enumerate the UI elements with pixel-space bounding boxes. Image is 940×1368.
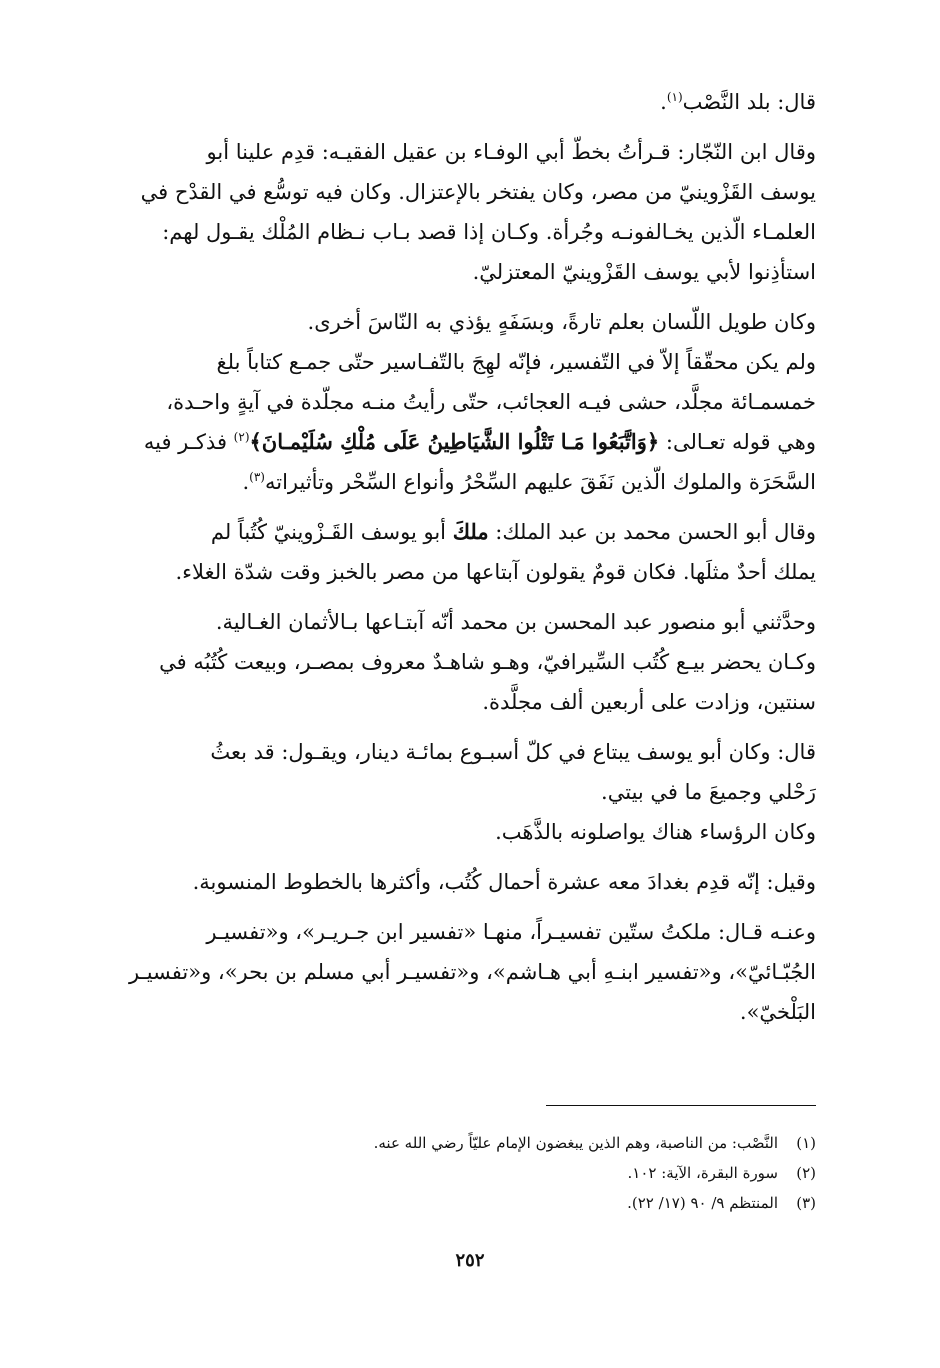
paragraph-7-line-2: رَحْلي وجميعَ ما في بيتي. — [601, 780, 816, 804]
footnote-ref-1[interactable]: (١) — [666, 90, 683, 104]
paragraph-5-line-1-prefix: وقال أبو الحسن محمد بن عبد الملك: — [495, 520, 816, 544]
paragraph-5-bold-word: ملكَ — [452, 519, 489, 544]
paragraph-5-line-1-suffix: أبو يوسف القَـزْوينيّ كُتُباً لم — [210, 520, 446, 544]
footnote-2-number: (٢) — [796, 1164, 816, 1182]
paragraph-3 — [96, 302, 816, 342]
footnote-2 — [96, 1158, 816, 1188]
paragraph-9-line-3: البَلْخيّ». — [739, 1000, 816, 1024]
paragraph-8 — [96, 862, 816, 902]
footnote-1 — [96, 1128, 816, 1158]
paragraph-7-line-1: قال: وكان أبو يوسف يبتاع في كلّ أسبـوع بمائـة دينار، ويقـول: قد بعثُ — [210, 740, 816, 764]
paragraph-6-line-3: سنتين، وزادت على أربعين ألف مجلَّدة. — [482, 690, 816, 714]
paragraph-5-line-1 — [96, 512, 816, 552]
footnote-2-text: سورة البقرة، الآية: ١٠٢. — [627, 1164, 778, 1182]
footnote-3-number: (٣) — [796, 1194, 816, 1212]
paragraph-4-end: . — [242, 470, 250, 494]
paragraph-6 — [96, 602, 816, 722]
footnote-3-text: المنتظم ٩/ ٩٠ (١٧/ ٢٢). — [627, 1194, 778, 1212]
paragraph-2-line-4: استأذِنوا لأبي يوسف القَزْوينيّ المعتزليّ. — [472, 260, 816, 284]
paragraph-4-line-2: خمسمـائة مجلَّد، حشى فيـه العجائب، حتّى رأيتُ منـه مجلّدة في آيةٍ واحـدة، — [166, 390, 816, 414]
paragraph-4 — [96, 342, 816, 502]
paragraph-5-line-2: يملك أحدٌ مثلَها. فكان قومٌ يقولون آبتاعها من مصر بالخبز وقت شدّة الغلاء. — [175, 560, 816, 584]
footnote-3 — [96, 1188, 816, 1218]
paragraph-1 — [96, 82, 816, 122]
paragraph-2 — [96, 132, 816, 292]
paragraph-4-line-3-prefix: وهي قوله تعـالى: — [665, 430, 816, 454]
paragraph-4-line-1: ولم يكن محقّقاً إلاّ في التّفسير، فإنّه لهِجَ بالتّفـاسير حتّى جمـع كتاباً بلغ — [216, 350, 816, 374]
paragraph-9-line-1: وعنـه قـال: ملكتُ ستّين تفسيـراً، منهـا «تفسير ابن جـريـر»، و«تفسيـر — [206, 920, 816, 944]
paragraph-3-line-1: وكان طويل اللّسان بعلم تارةً، وبسَفَهٍ يؤذي به النّاسَ أخرى. — [307, 310, 816, 334]
paragraph-6-line-1: وحدَّثني أبو منصور عبد المحسن بن محمد أنّه آبتـاعها بـالأثمان الغـالية. — [215, 610, 816, 634]
footnote-ref-3[interactable]: (٣) — [249, 470, 265, 484]
paragraph-8-line-1: وقيل: إنّه قدِم بغدادَ معه عشرة أحمال كُتُب، وأكثرها بالخطوط المنسوبة. — [192, 870, 816, 894]
paragraph-2-line-3: العلمـاء الّذين يخـالفونـه وجُرأة. وكـان إذا قصد بـاب نـظام المُلْك يقـول لهم: — [162, 220, 816, 244]
footnotes — [96, 1128, 816, 1218]
page-body — [96, 82, 816, 1042]
paragraph-4-line-3 — [96, 422, 816, 462]
paragraph-9-line-2: الجُبّـائيّ»، و«تفسير ابنـهِ أبي هـاشم»، و«تفسيـر أبي مسلم بن بحر»، و«تفسيـر — [128, 960, 816, 984]
quran-verse: ﴿وَاتَّبَعُوا مَـا تَتْلُوا الشَّيَاطِينُ عَلَى مُلْكِ سُلَيْمـانَ﴾ — [249, 429, 660, 454]
paragraph-7 — [96, 732, 816, 852]
paragraph-4-line-4-text: السَّحَرَة والملوك الّذين نَفَقَ عليهم السِّحْرُ وأنواع السِّحْر وتأثيراته — [264, 470, 816, 494]
paragraph-6-line-2: وكـان يحضر بيـع كُتُب السِّيرافيّ، وهـو شاهـدٌ معروف بمصـر، وبيعت كُتُبُه في — [159, 650, 816, 674]
footnote-divider — [546, 1105, 816, 1106]
footnote-ref-2[interactable]: (٢) — [233, 430, 250, 444]
footnote-1-number: (١) — [796, 1134, 816, 1152]
paragraph-4-line-4 — [96, 462, 816, 502]
paragraph-2-line-1: وقال ابن النّجّار: قـرأتُ بخطّ أبي الوفـاء بن عقيل الفقيـه: قدِم علينا أبو — [206, 140, 816, 164]
paragraph-4-line-3-suffix: فذكـر فيه — [143, 430, 227, 454]
paragraph-1-text: قال: بلد النَّصْب — [682, 90, 816, 114]
paragraph-2-line-2: يوسف القَزْوينيّ من مصر، وكان يفتخر بالإعتزال. وكان فيه توسُّع في القدْح في — [140, 180, 816, 204]
page-number: ٢٥٢ — [455, 1250, 485, 1271]
footnote-1-text: النَّصْب: من الناصبة، وهم الذين يبغضون الإمام عليّاً رضي الله عنه. — [373, 1134, 778, 1152]
paragraph-7-line-3: وكان الرؤساء هناك يواصلونه بالذَّهَب. — [495, 820, 816, 844]
paragraph-5 — [96, 512, 816, 592]
paragraph-1-end: . — [660, 90, 667, 114]
paragraph-9 — [96, 912, 816, 1032]
